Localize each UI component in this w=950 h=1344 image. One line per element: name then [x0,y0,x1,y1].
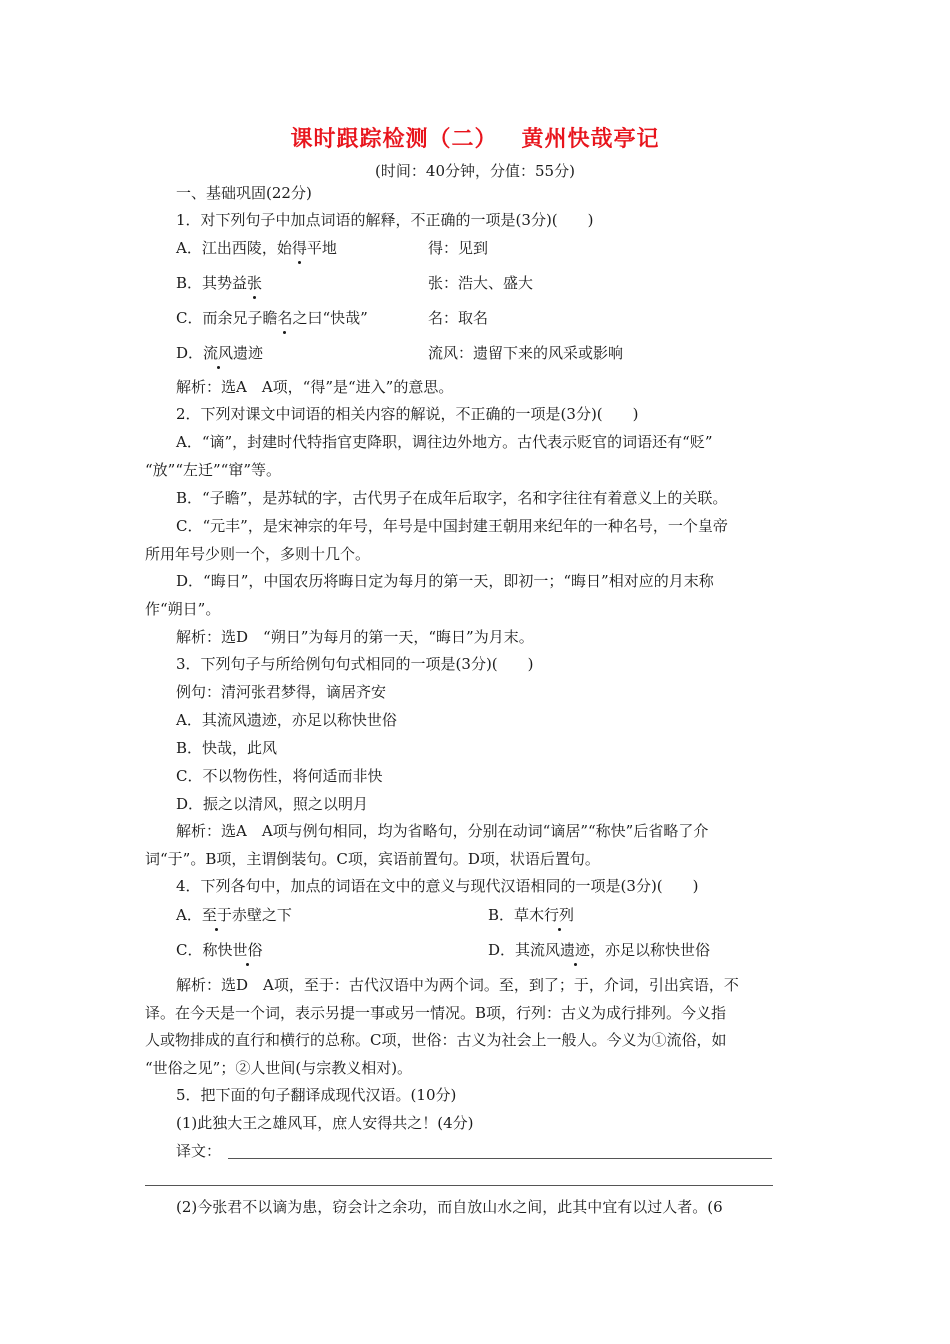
q4-option-a: A．至于赤壁之下 [176,906,292,924]
emphasis-mark: 名 [277,309,293,327]
emphasis-mark: 遗迹 [560,941,591,959]
q3-example: 例句：清河张君梦得，谪居齐安 [176,683,387,701]
q4-option-c: C．称快世俗 [176,941,263,959]
page-title [0,122,950,153]
q1-stem: 1．对下列句子中加点词语的解释，不正确的一项是(3分)( ) [176,211,594,229]
q1-option-d-explanation: 流风：遗留下来的风采或影响 [428,344,624,362]
q3-option: C．不以物伤性，将何适而非快 [176,767,383,785]
emphasis-mark: 行列 [544,906,575,924]
answer-line[interactable] [228,1158,772,1159]
title-part2: 黄州快哉亭记 [521,127,660,152]
q3-answer-line: 词“于”。B项，主谓倒装句。C项，宾语前置句。D项，状语后置句。 [145,850,600,868]
emphasis-mark: 流风 [203,344,234,362]
q2-line: 作“朔日”。 [145,600,221,618]
q1-option-b-explanation: 张：浩大、盛大 [428,274,534,292]
q4-option-b: B．草木行列 [488,906,575,924]
q3-option: D．振之以清风，照之以明月 [176,795,369,813]
q2-line: C．“元丰”，是宋神宗的年号，年号是中国封建王朝用来纪年的一种名号，一个皇帝 [176,517,728,535]
q4-answer-line: 解析：选D A项，至于：古代汉语中为两个词。至，到了；于，介词，引出宾语，不 [176,976,739,994]
q2-line: A．“谪”，封建时代特指官吏降职，调往边外地方。古代表示贬官的词语还有“贬” [176,433,713,451]
q5-sub1: (1)此独大王之雄风耳，庶人安得共之！(4分) [176,1114,474,1132]
q4-stem: 4．下列各句中，加点的词语在文中的意义与现代汉语相同的一项是(3分)( ) [176,877,699,895]
q1-option-c-explanation: 名：取名 [428,309,489,327]
emphasis-mark: 世俗 [232,941,263,959]
emphasis-mark: 至于 [201,906,232,924]
q2-line: “放”“左迁”“窜”等。 [145,461,282,479]
q3-option: A．其流风遗迹，亦足以称快世俗 [176,711,397,729]
q4-answer-line: 译。在今天是一个词，表示另提一事或另一情况。B项，行列：古义为成行排列。今义指 [145,1004,727,1022]
section-heading: 一、基础巩固(22分) [176,184,312,202]
q5-stem: 5．把下面的句子翻译成现代汉语。(10分) [176,1086,457,1104]
q3-stem: 3．下列句子与所给例句句式相同的一项是(3分)( ) [176,655,534,673]
q1-option-d: D．流风遗迹 [176,344,264,362]
page-subtitle: (时间：40分钟，分值：55分) [375,162,575,180]
q2-stem: 2．下列对课文中词语的相关内容的解说，不正确的一项是(3分)( ) [176,405,639,423]
q2-line: D．“晦日”，中国农历将晦日定为每月的第一天，即初一；“晦日”相对应的月末称 [176,572,714,590]
q3-option: B．快哉，此风 [176,739,278,757]
q2-line: B．“子瞻”，是苏轼的字，古代男子在成年后取字，名和字往往有着意义上的关联。 [176,489,728,507]
q4-answer-line: “世俗之见”；②人世间(与宗教义相对)。 [145,1059,413,1077]
title-part1: 课时跟踪检测（二） [290,127,498,152]
q1-option-a-explanation: 得：见到 [428,239,489,257]
q1-option-c: C．而余兄子瞻名之曰“快哉” [176,309,368,327]
q5-sub2: (2)今张君不以谪为患，窃会计之余功，而自放山水之间，此其中宜有以过人者。(6 [176,1198,723,1216]
answer-line[interactable] [145,1185,773,1186]
translation-label: 译文： [176,1142,222,1160]
q1-option-a: A．江出西陵，始得平地 [176,239,337,257]
q4-option-d: D．其流风遗迹，亦足以称快世俗 [488,941,711,959]
q2-answer: 解析：选D “朔日”为每月的第一天，“晦日”为月末。 [176,628,534,646]
emphasis-mark: 得 [291,239,307,257]
q2-line: 所用年号少则一个，多则十几个。 [145,545,371,563]
q1-answer: 解析：选A A项，“得”是“进入”的意思。 [176,378,454,396]
emphasis-mark: 张 [247,274,263,292]
q3-answer-line: 解析：选A A项与例句相同，均为省略句，分别在动词“谪居”“称快”后省略了介 [176,822,709,840]
q4-answer-line: 人或物排成的直行和横行的总称。C项，世俗：古义为社会上一般人。今义为①流俗，如 [145,1031,727,1049]
q1-option-b: B．其势益张 [176,274,263,292]
